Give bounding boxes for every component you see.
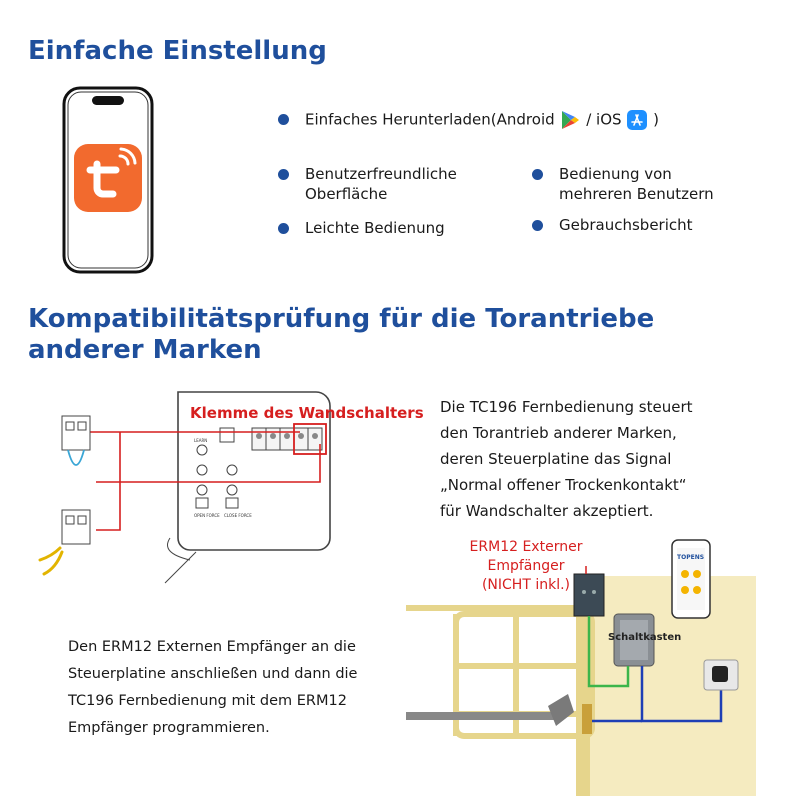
multi-user-line1: Bedienung von xyxy=(559,165,672,183)
bullet-easy-download xyxy=(278,109,659,131)
compat-title-line1: Kompatibilitätsprüfung für die Torantriebe xyxy=(28,304,655,334)
receiver-label-line: Empfänger xyxy=(487,558,565,574)
compat-description xyxy=(440,394,780,524)
learn-label: LEARN xyxy=(194,438,208,443)
receiver-label-line: (NICHT inkl.) xyxy=(481,577,571,593)
wall-switch-bottom xyxy=(62,510,90,544)
control-box-label: Schaltkasten xyxy=(608,632,682,643)
usage-report-label: Gebrauchsbericht xyxy=(559,216,693,234)
phone-brand-label: TOPENS xyxy=(677,554,705,561)
open-force-label: OPEN FORCE xyxy=(194,513,220,518)
instruction-line: Steuerplatine anschließen und dann die xyxy=(68,666,358,682)
compat-title-line2: anderer Marken xyxy=(28,335,262,365)
user-friendly-line1: Benutzerfreundliche xyxy=(305,165,457,183)
section-title-compatibility xyxy=(28,304,654,366)
easy-operation-label: Leichte Bedienung xyxy=(305,219,445,237)
description-line: „Normal offener Trockenkontakt“ xyxy=(440,476,687,494)
receiver-label xyxy=(452,538,600,595)
user-friendly-line2: Oberfläche xyxy=(305,185,388,203)
tuya-app-icon xyxy=(74,144,142,212)
bullet-user-friendly xyxy=(278,164,457,204)
paren-open: ( xyxy=(490,110,497,129)
ios-label: iOS xyxy=(596,110,622,129)
google-play-icon xyxy=(559,109,581,131)
android-label: Android xyxy=(496,110,555,129)
section-title-easy-setup: Einfache Einstellung xyxy=(28,36,327,66)
bullet-dot xyxy=(278,114,289,125)
gate-opener-arm xyxy=(406,694,592,734)
paren-close: ) xyxy=(653,110,659,129)
bullet-dot xyxy=(278,223,289,234)
bullet-multi-user xyxy=(532,164,714,204)
bullet-usage-report xyxy=(532,215,693,235)
multi-user-line2: mehreren Benutzern xyxy=(559,185,714,203)
instruction-line: Den ERM12 Externen Empfänger an die xyxy=(68,639,356,655)
description-line: Die TC196 Fernbedienung steuert xyxy=(440,398,693,416)
download-label: Einfaches Herunterladen xyxy=(305,110,491,129)
wall-switch-top xyxy=(62,416,90,465)
receiver-label-line: ERM12 Externer xyxy=(469,539,583,555)
close-force-label: CLOSE FORCE xyxy=(224,513,252,518)
phone-app-illustration xyxy=(62,86,154,274)
description-line: für Wandschalter akzeptiert. xyxy=(440,502,654,520)
smartphone-app xyxy=(672,540,710,618)
instruction-line: TC196 Fernbedienung mit dem ERM12 xyxy=(68,693,347,709)
description-line: den Torantrieb anderer Marken, xyxy=(440,424,677,442)
installation-instruction xyxy=(68,634,408,742)
bullet-dot xyxy=(532,220,543,231)
bullet-dot xyxy=(278,169,289,180)
wall-socket xyxy=(704,660,738,690)
bullet-dot xyxy=(532,169,543,180)
wall-switch-terminal-label: Klemme des Wandschalters xyxy=(190,404,424,422)
bullet-easy-operation xyxy=(278,218,445,238)
description-line: deren Steuerplatine das Signal xyxy=(440,450,672,468)
separator: / xyxy=(586,110,597,129)
pliers-icon xyxy=(40,548,62,574)
instruction-line: Empfänger programmieren. xyxy=(68,720,270,736)
app-store-icon xyxy=(626,109,648,131)
